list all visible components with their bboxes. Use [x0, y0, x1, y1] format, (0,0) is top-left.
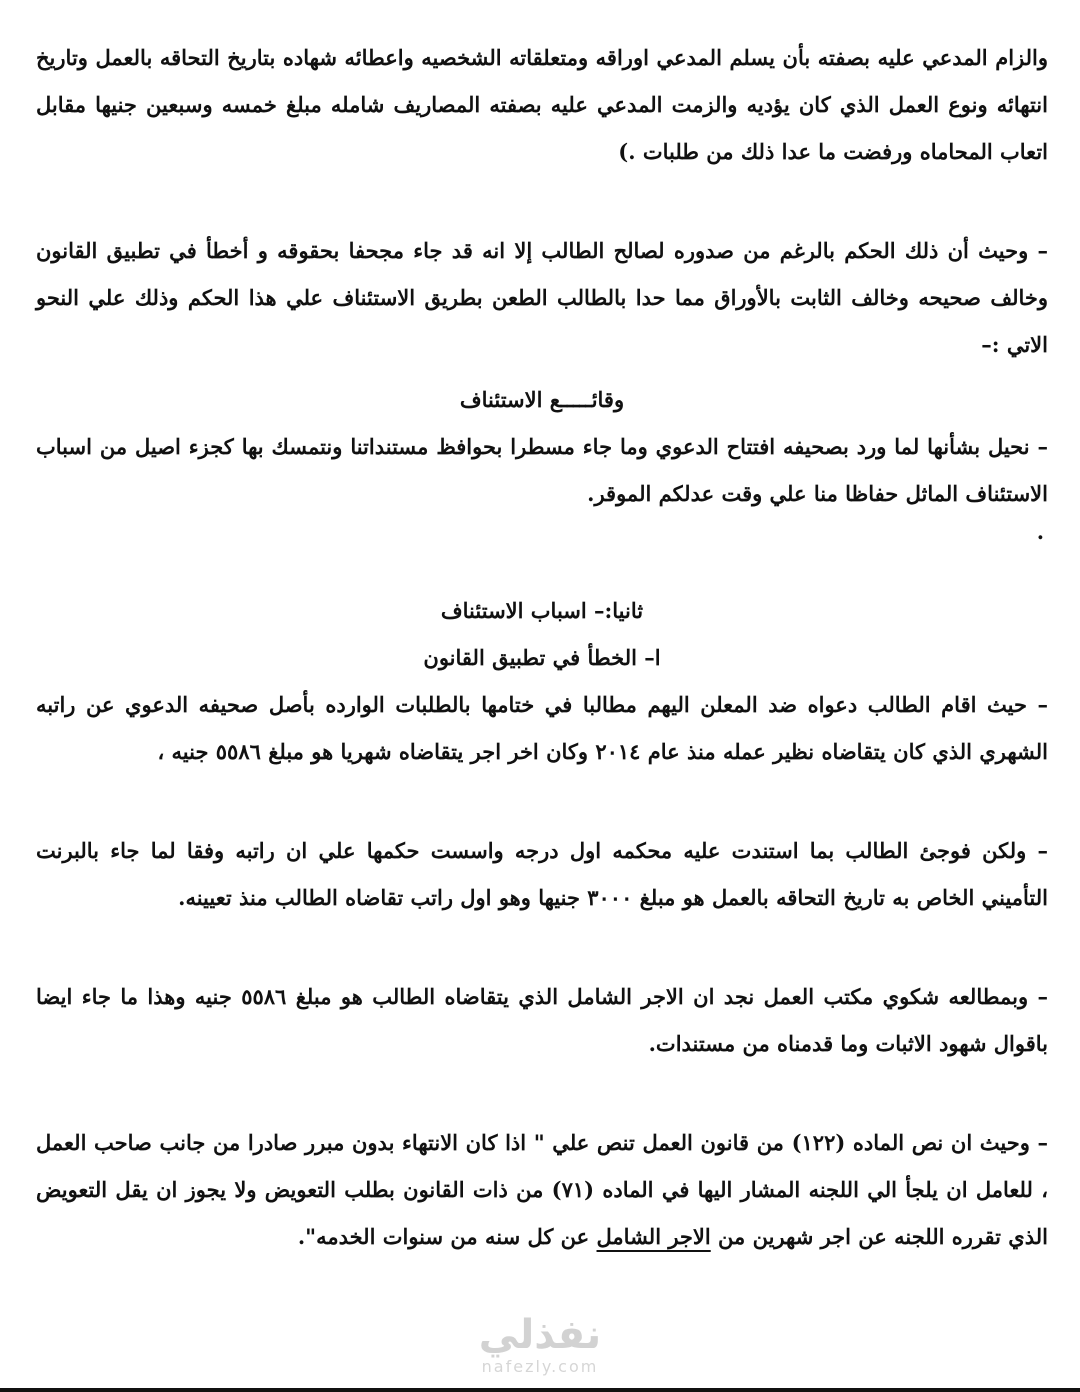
paragraph-judgment-ruling: والزام المدعي عليه بصفته بأن يسلم المدعي اوراقه ومتعلقاته الشخصيه واعطائه شهاده بتاريخ التحاقه بالعمل وتاريخ انتهائه ونوع العمل الذي كان يؤديه والزمت المدعي عليه بصفته المصاريف شامله مبلغ خمسه وسبعين جنيها مقابل اتعاب المحاماه ورفضت ما عدا ذلك من طلبات .) — [36, 45, 1048, 164]
paragraph-court-basis: – ولكن فوجئ الطالب بما استندت عليه محكمه اول درجه واسست حكمها علي ان راتبه وفقا لما جاء بالبرنت التأميني الخاص به تاريخ التحاقه بالعمل هو مبلغ ٣٠٠٠ جنيها وهو اول راتب تقاضاه الطالب منذ تعيينه. — [36, 838, 1048, 910]
stray-dot: . — [1036, 519, 1044, 544]
heading-appeal-reasons: ثانيا:– اسباب الاستئناف — [440, 598, 644, 623]
paragraph-claim-salary: – حيث اقام الطالب دعواه ضد المعلن اليهم مطالبا في ختامها بالطلبات الوارده بأصل صحيفه الدعوي عن راتبه الشهري الذي كان يتقاضاه نظير عمله منذ عام ٢٠١٤ وكان اخر اجر يتقاضاه شهريا هو مبلغ ٥٥٨٦ جنيه ، — [36, 692, 1048, 764]
watermark-logo: نفذلي — [478, 1312, 602, 1358]
heading-legal-error: ا– الخطأ في تطبيق القانون — [423, 645, 661, 670]
paragraph-appeal-grounds-intro: – وحيث أن ذلك الحكم بالرغم من صدوره لصالح الطالب إلا انه قد جاء مجحفا بحقوقه و أخطأ في تطبيق القانون وخالف صحيحه وخالف الثابت بالأوراق مما حدا بالطالب الطعن بطريق الاستئناف علي هذا الحكم وذلك علي النحو الاتي :– — [36, 238, 1048, 357]
article-text-before: – وحيث ان نص الماده (١٢٢) من قانون العمل تنص علي " اذا كان الانتهاء بدون مبرر صادرا من جانب صاحب العمل ، للعامل ان يلجأ الي اللجنه المشار اليها في الماده (٧١) من ذات القانون بطلب التعويض ولا يجوز ان يقل التعويض الذي تقرره اللجنه عن اجر شهرين من — [36, 1130, 1048, 1249]
watermark — [0, 1312, 1080, 1376]
underlined-total-wage: الاجر الشامل — [596, 1224, 711, 1249]
paragraph-facts-reference: – نحيل بشأنها لما ورد بصحيفه افتتاح الدعوي وما جاء مسطرا بحوافظ مستنداتنا ونتمسك بها كجزء اصيل من اسباب الاستئناف الماثل حفاظا منا علي وقت عدلكم الموقر. — [36, 434, 1048, 506]
article-text-after: عن كل سنه من سنوات الخدمه". — [297, 1224, 597, 1249]
paragraph-article-122 — [36, 1119, 1048, 1260]
heading-appeal-facts: وقائـــــع الاستئناف — [459, 387, 625, 412]
watermark-url: nafezly.com — [481, 1357, 599, 1376]
paragraph-labor-office-complaint: – وبمطالعه شكوي مكتب العمل نجد ان الاجر الشامل الذي يتقاضاه الطالب هو مبلغ ٥٥٨٦ جنيه وهذا ما جاء ايضا باقوال شهود الاثبات وما قدمناه من مستندات. — [36, 984, 1048, 1056]
bottom-border — [0, 1388, 1080, 1392]
